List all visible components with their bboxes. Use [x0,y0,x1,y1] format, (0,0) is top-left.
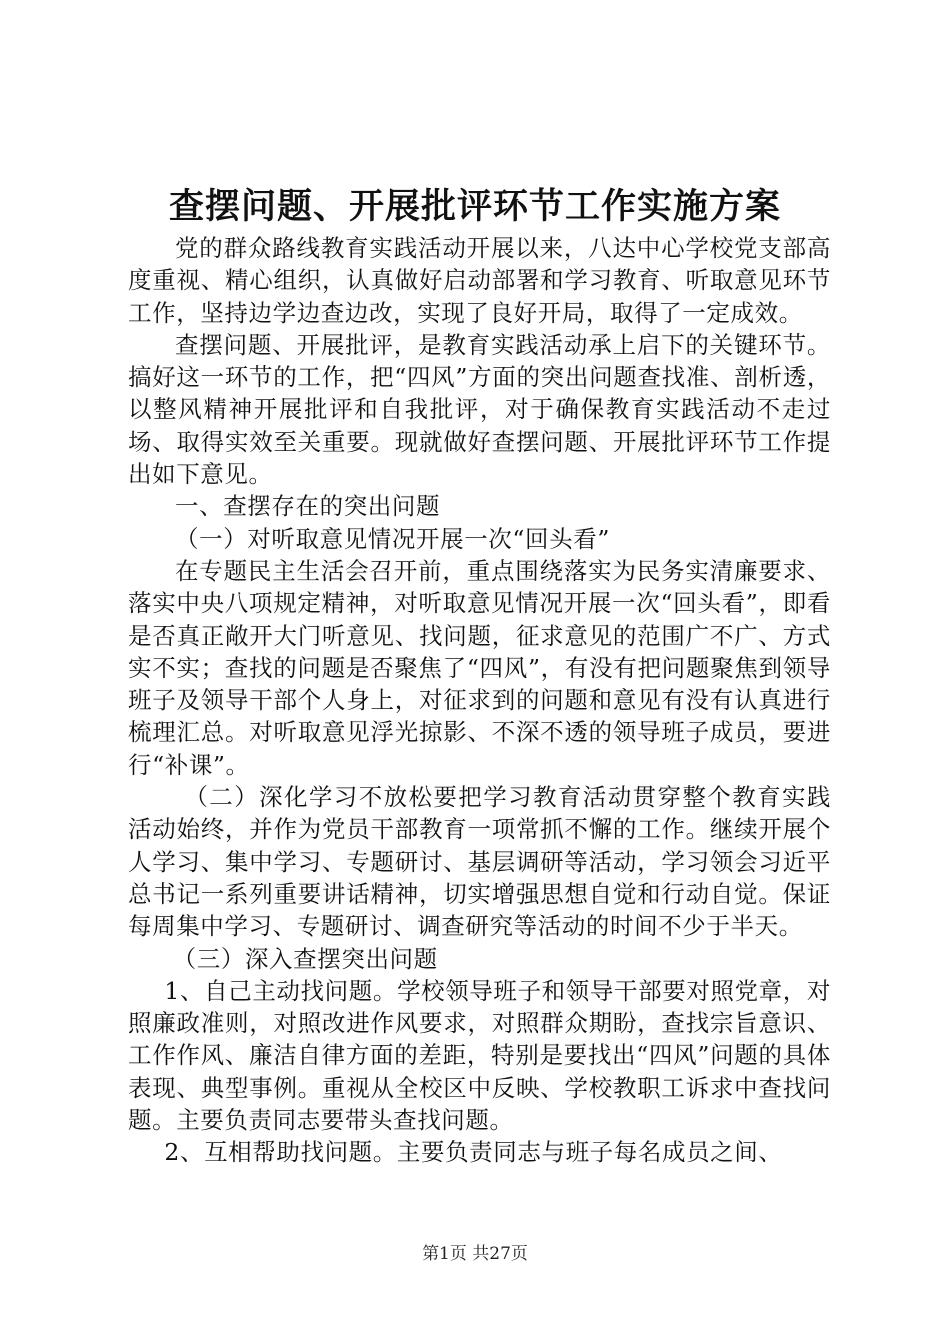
paragraph-intro: 党的群众路线教育实践活动开展以来，八达中心学校党支部高度重视、精心组织，认真做好启动部署和学习教育、听取意见环节工作，坚持边学边查边改，实现了良好开局，取得了一定成效。 [128,234,831,327]
paragraph-significance: 查摆问题、开展批评，是教育实践活动承上启下的关键环节。搞好这一环节的工作，把“四风”方面的突出问题查找准、剖析透，以整风精神开展批评和自我批评，对于确保教育实践活动不走过场、取得实效至关重要。现就做好查摆问题、开展批评环节工作提出如下意见。 [128,330,831,489]
document-title: 查摆问题、开展批评环节工作实施方案 [168,186,781,227]
section-heading-1: 一、查摆存在的突出问题 [175,492,441,521]
paragraph-review: 在专题民主生活会召开前，重点围绕落实为民务实清廉要求、落实中央八项规定精神，对听取意见情况开展一次“回头看”，即看是否真正敞开大门听意见、找问题，征求意见的范围广不广、方式实不实；查找的问题是否聚焦了“四风”，有没有把问题聚焦到领导班子及领导干部个人身上，对征求到的问题和意见有没有认真进行梳理汇总。对听取意见浮光掠影、不深不透的领导班子成员，要进行“补课”。 [128,556,831,779]
subsection-heading-1: （一）对听取意见情况开展一次“回头看” [175,524,610,553]
page-footer: 第1页 共27页 [422,1244,528,1264]
subsection-heading-3: （三）深入查摆突出问题 [172,944,438,973]
paragraph-mutual-help: 2、互相帮助找问题。主要负责同志与班子每名成员之间、 [164,1138,783,1167]
paragraph-study: （二）深化学习不放松要把学习教育活动贯穿整个教育实践活动始终，并作为党员干部教育一项常抓不懈的工作。继续开展个人学习、集中学习、专题研讨、基层调研等活动，学习领会习近平总书记一系列重要讲话精神，切实增强思想自觉和行动自觉。保证每周集中学习、专题研讨、调查研究等活动的时间不少于半天。 [128,783,831,941]
document-body [128,232,831,1169]
paragraph-self-check: 1、自己主动找问题。学校领导班子和领导干部要对照党章，对照廉政准则，对照改进作风要求，对照群众期盼，查找宗旨意识、工作作风、廉洁自律方面的差距，特别是要找出“四风”问题的具体表现、典型事例。重视从全校区中反映、学校教职工诉求中查找问题。主要负责同志要带头查找问题。 [128,976,831,1135]
